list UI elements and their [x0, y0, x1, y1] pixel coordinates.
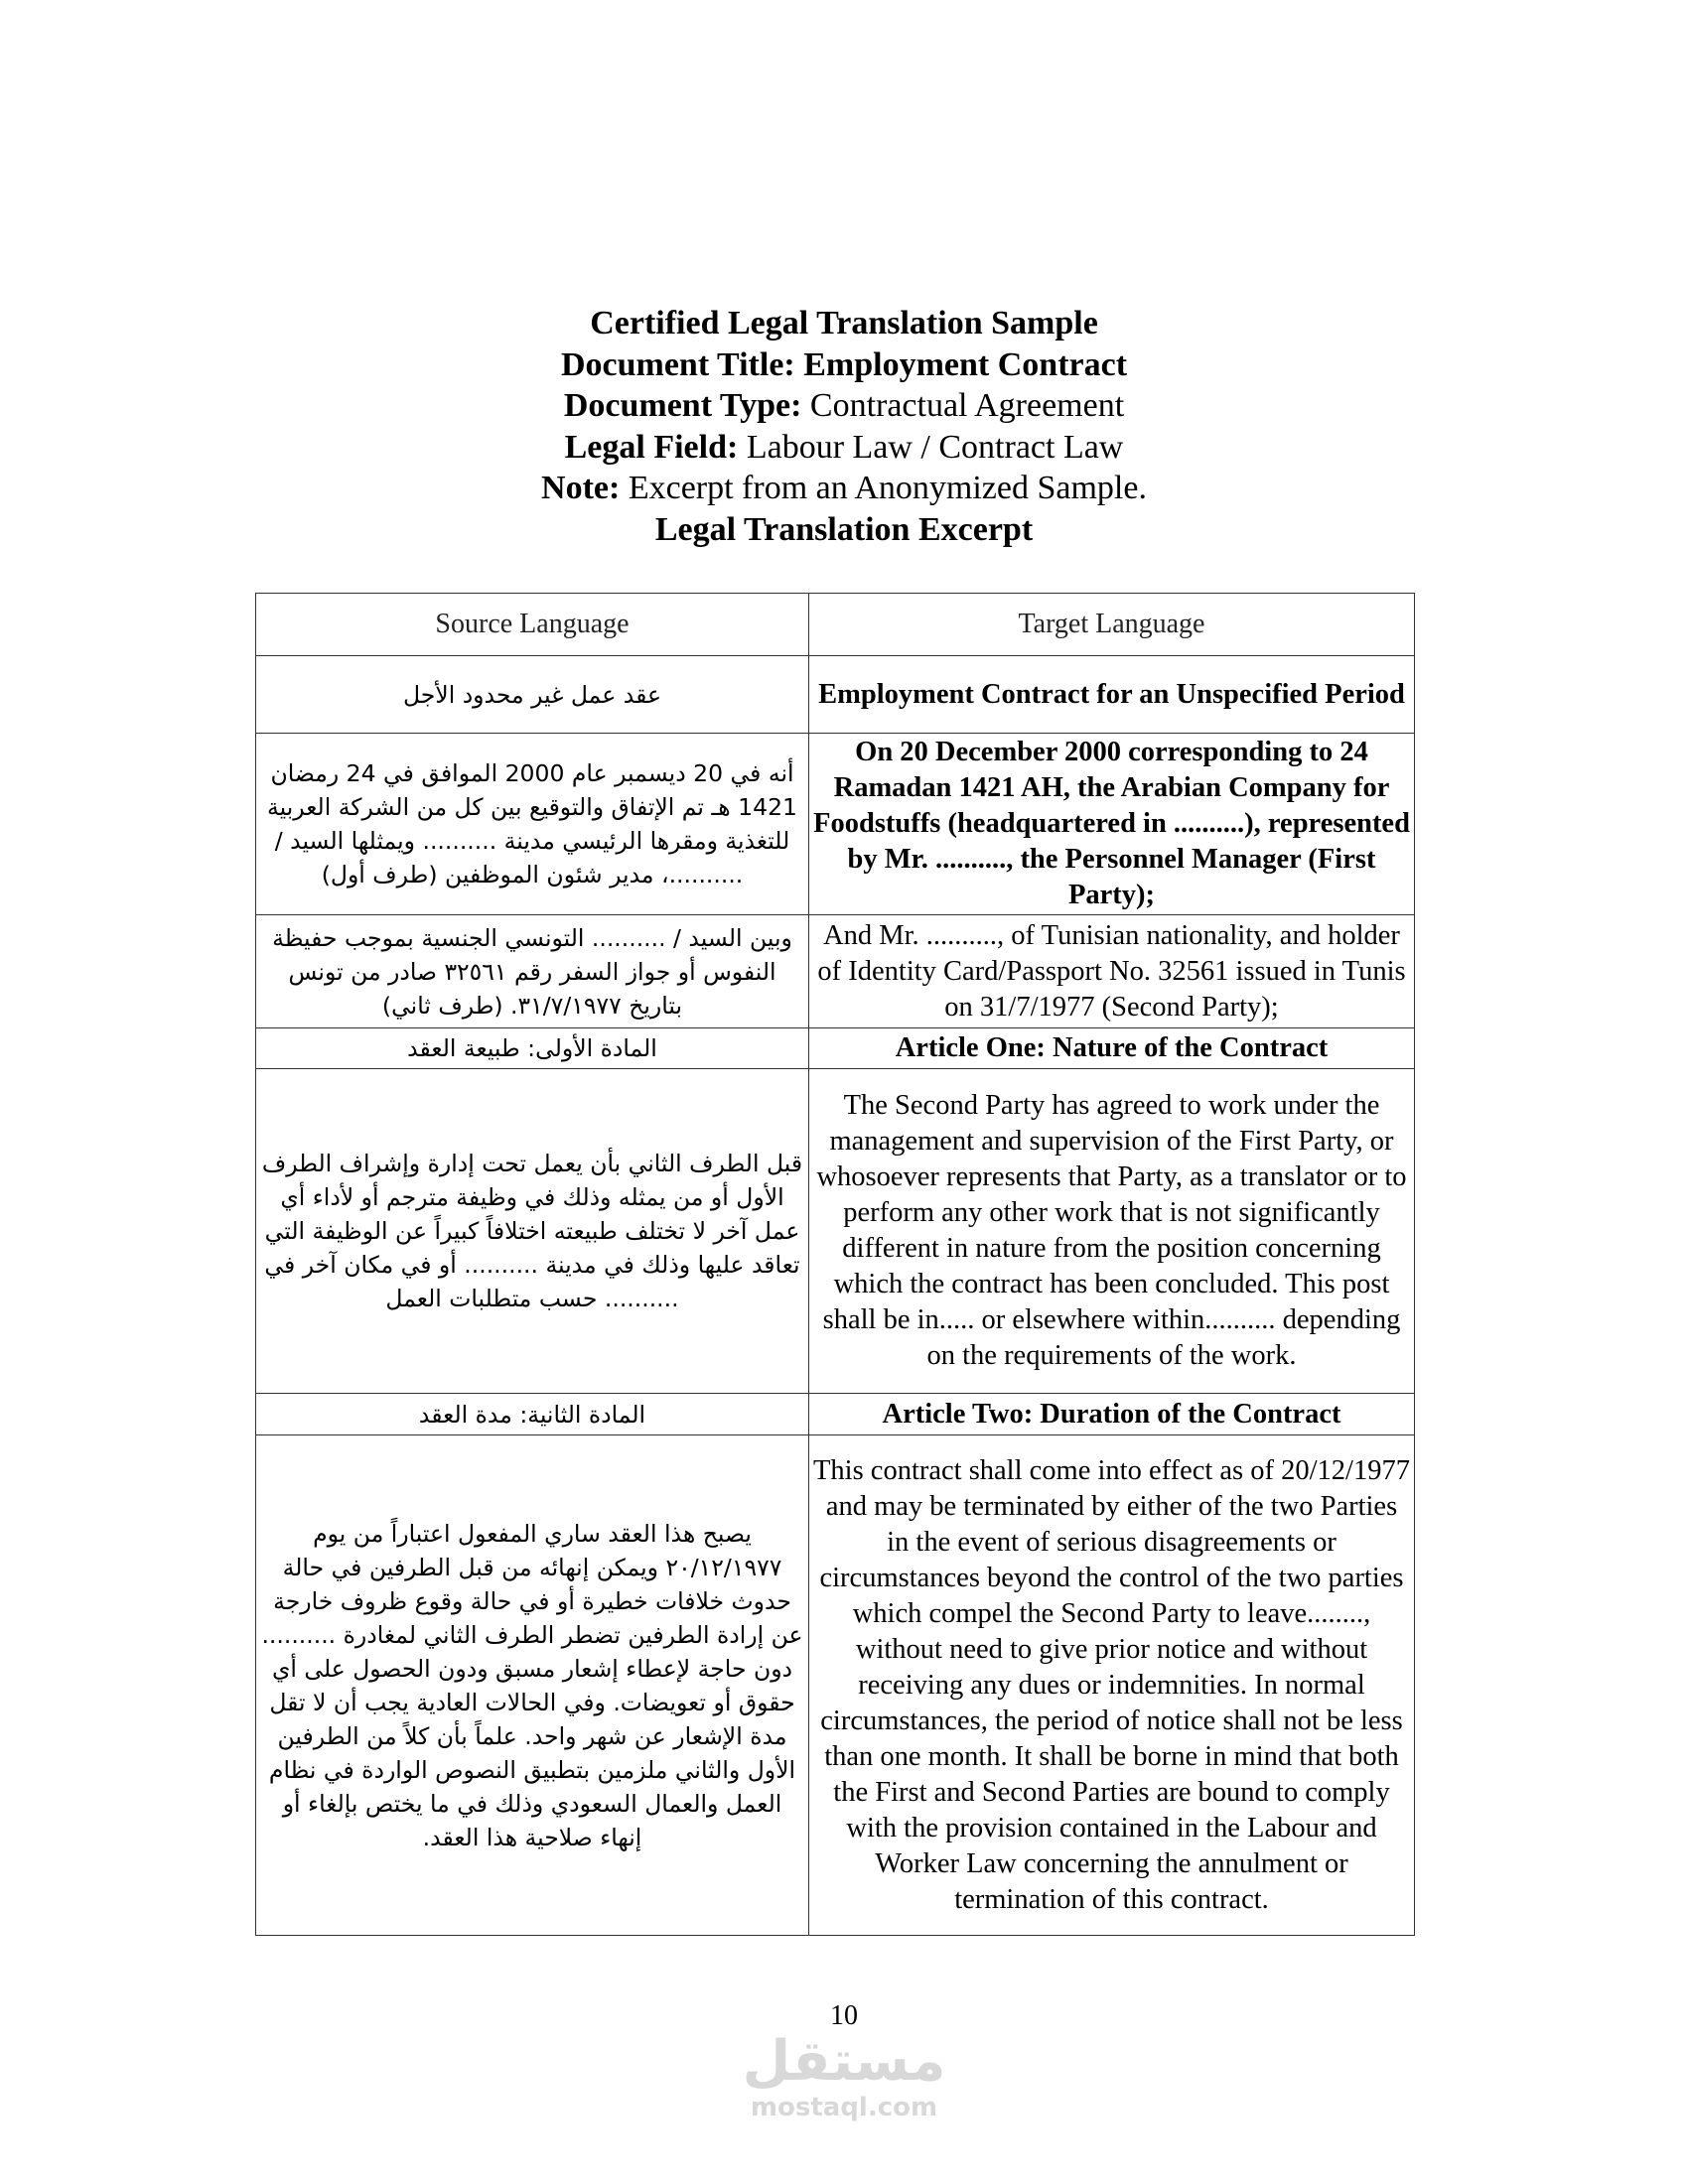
column-header-target: Target Language — [809, 594, 1415, 656]
source-cell: قبل الطرف الثاني بأن يعمل تحت إدارة وإشراف الطرف الأول أو من يمثله وذلك في وظيفة مترجم أو لأداء أي عمل آخر لا تختلف طبيعته اختلافاً كبيراً عن الوظيفة التي تعاقد عليها وذلك في مدينة .......... أو في مكان آخر في .......... حسب متطلبات العمل — [256, 1069, 809, 1394]
header-excerpt-title: Legal Translation Excerpt — [654, 510, 1034, 548]
target-cell: The Second Party has agreed to work under the management and supervision of the First Party, or whosoever represents that Party, as a translator or to perform any other work that is not significantly different in nature from the position concerning which the contract has been concluded. This post shall be in..... or elsewhere within.......... depending on the requirements of the work. — [809, 1069, 1415, 1394]
watermark-arabic: مستقل — [742, 2029, 946, 2094]
source-cell: المادة الثانية: مدة العقد — [256, 1394, 809, 1435]
source-cell: يصبح هذا العقد ساري المفعول اعتباراً من يوم ٢٠/١٢/١٩٧٧ ويمكن إنهائه من قبل الطرفين في حالة حدوث خلافات خطيرة أو في حالة وقوع ظروف خارجة عن إرادة الطرفين تضطر الطرف الثاني لمغادرة .......... دون حاجة لإعطاء إشعار مسبق ودون الحصول على أي حقوق أو تعويضات. وفي الحالات العادية يجب أن لا تقل مدة الإشعار عن شهر واحد. علماً بأن كلاً من الطرفين الأول والثاني ملزمين بتطبيق النصوص الواردة في نظام العمل والعمال السعودي وذلك في ما يختص بإلغاء أو إنهاء صلاحية هذا العقد. — [256, 1435, 809, 1936]
header-title: Certified Legal Translation Sample — [590, 305, 1098, 341]
header-document-title: Document Title: Employment Contract — [560, 345, 1128, 383]
source-cell: أنه في 20 ديسمبر عام 2000 الموافق في 24 رمضان 1421 هـ تم الإتفاق والتوقيع بين كل من الشركة العربية للتغذية ومقرها الرئيسي مدينة .......... ويمثلها السيد / ..........، مدير شئون الموظفين (طرف أول) — [256, 734, 809, 915]
source-cell: وبين السيد / .......... التونسي الجنسية بموجب حفيظة النفوس أو جواز السفر رقم ٣٢٥٦١ صادر من تونس بتاريخ ٣١/٧/١٩٧٧. (طرف ثاني) — [256, 915, 809, 1028]
document-header — [0, 303, 1688, 550]
source-cell: عقد عمل غير محدود الأجل — [256, 656, 809, 734]
header-note: Note: Excerpt from an Anonymized Sample. — [541, 470, 1147, 506]
page-number: 10 — [830, 2000, 858, 2031]
table-row — [256, 915, 1415, 1028]
target-cell: Article One: Nature of the Contract — [809, 1028, 1415, 1069]
watermark-logo — [0, 2030, 1688, 2121]
table-row — [256, 734, 1415, 915]
table-row — [256, 1069, 1415, 1394]
target-cell: And Mr. .........., of Tunisian nationality, and holder of Identity Card/Passport No. 32561 issued in Tunis on 31/7/1977 (Second Party); — [809, 915, 1415, 1028]
target-cell: Employment Contract for an Unspecified Period — [809, 656, 1415, 734]
table-row — [256, 1028, 1415, 1069]
column-header-source: Source Language — [256, 594, 809, 656]
table-row — [256, 1394, 1415, 1435]
table-row — [256, 1435, 1415, 1936]
table-row — [256, 656, 1415, 734]
target-cell: Article Two: Duration of the Contract — [809, 1394, 1415, 1435]
translation-table — [255, 593, 1415, 1936]
header-document-type: Document Type: Contractual Agreement — [563, 387, 1125, 424]
source-cell: المادة الأولى: طبيعة العقد — [256, 1028, 809, 1069]
target-cell: This contract shall come into effect as of 20/12/1977 and may be terminated by either of the two Parties in the event of serious disagreements or circumstances beyond the control of the two parties which compel the Second Party to leave........, without need to give prior notice and without receiving any dues or indemnities. In normal circumstances, the period of notice shall not be less than one month. It shall be borne in mind that both the First and Second Parties are bound to comply with the provision contained in the Labour and Worker Law concerning the annulment or termination of this contract. — [809, 1435, 1415, 1936]
header-legal-field: Legal Field: Labour Law / Contract Law — [564, 428, 1124, 466]
table-header-row — [256, 594, 1415, 656]
watermark-url: mostaql.com — [750, 2093, 938, 2122]
target-cell: On 20 December 2000 corresponding to 24 Ramadan 1421 AH, the Arabian Company for Foodstuffs (headquartered in ..........), represented by Mr. .........., the Personnel Manager (First Party); — [809, 734, 1415, 915]
